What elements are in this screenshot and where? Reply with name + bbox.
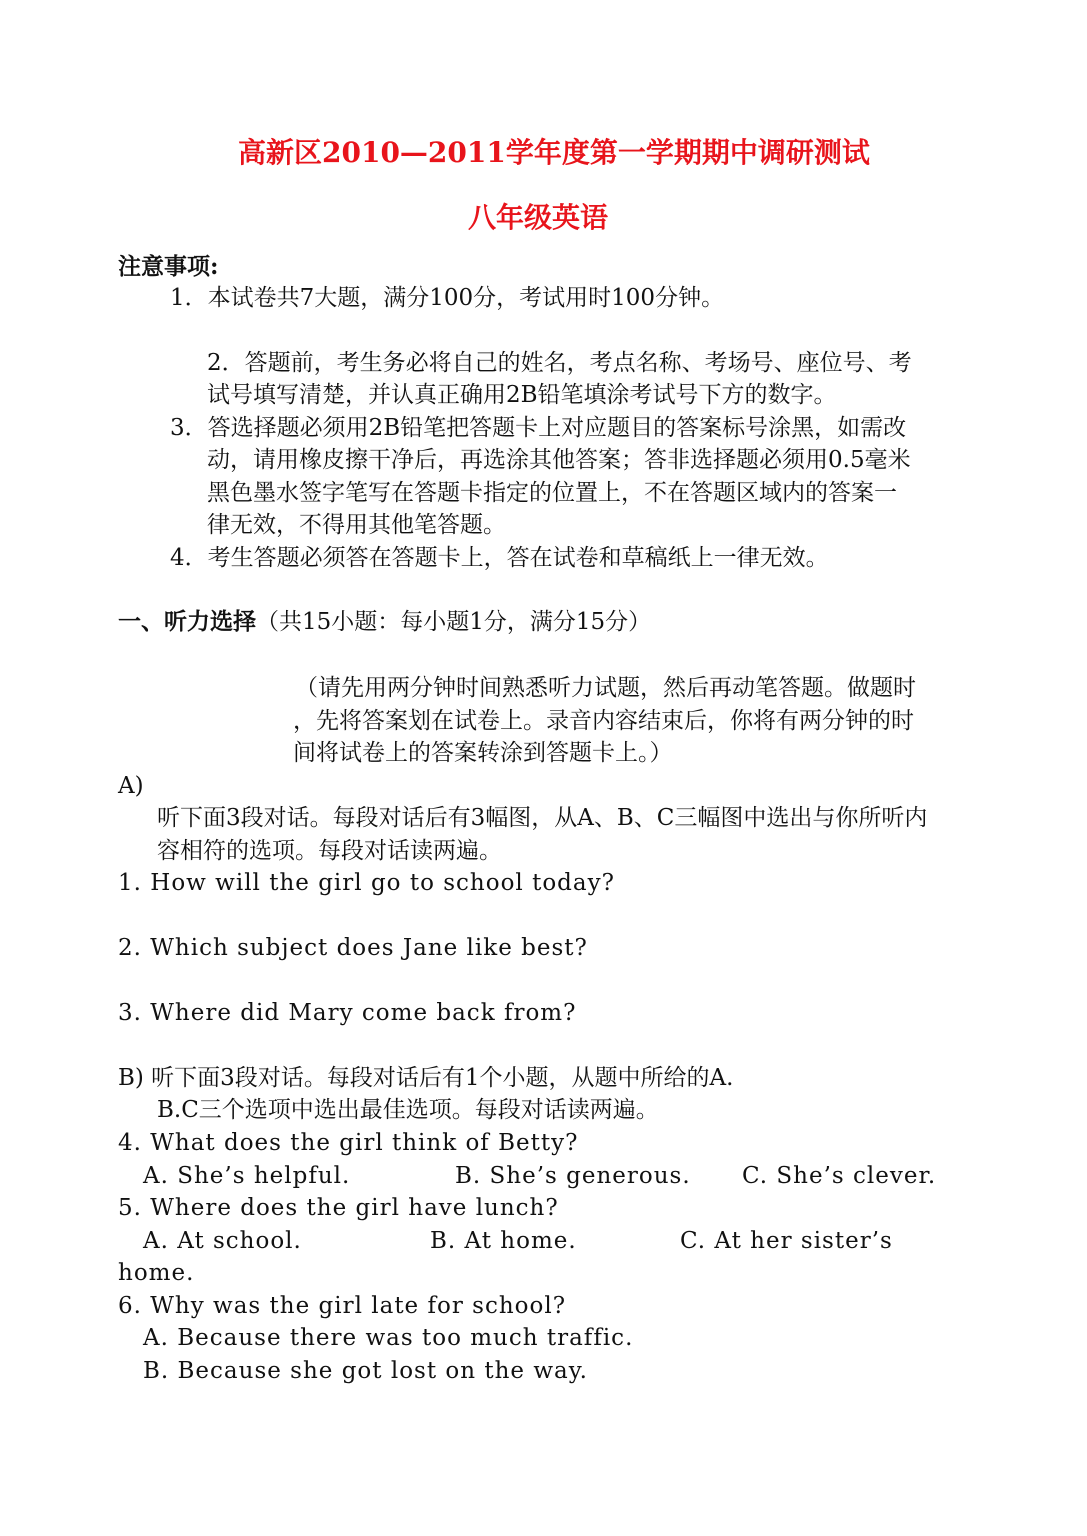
page-title: 高新区2010—2011学年度第一学期期中调研测试 (238, 136, 870, 169)
notice-item-1: 1．本试卷共7大题，满分100分，考试用时100分钟。 (170, 285, 725, 311)
part-b-instruction-1: B) 听下面3段对话。每段对话后有1个小题，从题中所给的A. (118, 1065, 734, 1091)
section1-heading: 一、听力选择 (118, 608, 256, 635)
question-4: 4. What does the girl think of Betty? (118, 1130, 579, 1156)
part-a-instruction-2: 容相符的选项。每段对话读两遍。 (157, 838, 502, 864)
question-6-option-b: B. Because she got lost on the way. (143, 1358, 588, 1384)
notice-item-3-cont-2: 黑色墨水签字笔写在答题卡指定的位置上，不在答题区域内的答案一 (207, 480, 897, 506)
page-subtitle: 八年级英语 (468, 201, 609, 234)
question-1: 1. How will the girl go to school today? (118, 870, 615, 896)
question-4-option-c: C. She’s clever. (742, 1163, 937, 1189)
notice-item-3-cont-3: 律无效，不得用其他笔答题。 (207, 512, 506, 538)
section1-meta: （共15小题：每小题1分，满分15分） (256, 609, 652, 635)
question-6-option-a: A. Because there was too much traffic. (143, 1325, 634, 1351)
question-5: 5. Where does the girl have lunch? (118, 1195, 559, 1221)
section1-instruction-1: （请先用两分钟时间熟悉听力试题，然后再动笔答题。做题时 (295, 675, 916, 701)
notice-item-2: 2．答题前，考生务必将自己的姓名，考点名称、考场号、座位号、考 (207, 350, 912, 376)
section1-instruction-2: ，先将答案划在试卷上。录音内容结束后，你将有两分钟的时 (293, 708, 914, 734)
question-2: 2. Which subject does Jane like best? (118, 935, 588, 961)
section1-instruction-3: 间将试卷上的答案转涂到答题卡上。） (293, 740, 673, 766)
question-3: 3. Where did Mary come back from? (118, 1000, 577, 1026)
notice-item-3: 3．答选择题必须用2B铅笔把答题卡上对应题目的答案标号涂黑，如需改 (170, 415, 907, 441)
question-5-option-a: A. At school. (143, 1228, 302, 1254)
question-4-option-b: B. She’s generous. (455, 1163, 691, 1189)
part-a-instruction-1: 听下面3段对话。每段对话后有3幅图，从A、B、C三幅图中选出与你所听内 (157, 805, 928, 831)
part-b-instruction-2: B.C三个选项中选出最佳选项。每段对话读两遍。 (157, 1097, 659, 1123)
part-a-label: A) (118, 773, 144, 799)
notice-item-3-cont-1: 动，请用橡皮擦干净后，再选涂其他答案；答非选择题必须用0.5毫米 (207, 447, 911, 473)
notice-heading: 注意事项: (118, 253, 219, 280)
question-5-option-c: C. At her sister’s (680, 1228, 893, 1254)
notice-item-2-cont: 试号填写清楚，并认真正确用2B铅笔填涂考试号下方的数字。 (207, 382, 837, 408)
notice-item-4: 4．考生答题必须答在答题卡上，答在试卷和草稿纸上一律无效。 (170, 545, 829, 571)
question-4-option-a: A. She’s helpful. (143, 1163, 351, 1189)
question-5-option-c-cont: home. (118, 1260, 195, 1286)
question-5-option-b: B. At home. (430, 1228, 577, 1254)
question-6: 6. Why was the girl late for school? (118, 1293, 567, 1319)
section1-heading-line (118, 606, 651, 638)
